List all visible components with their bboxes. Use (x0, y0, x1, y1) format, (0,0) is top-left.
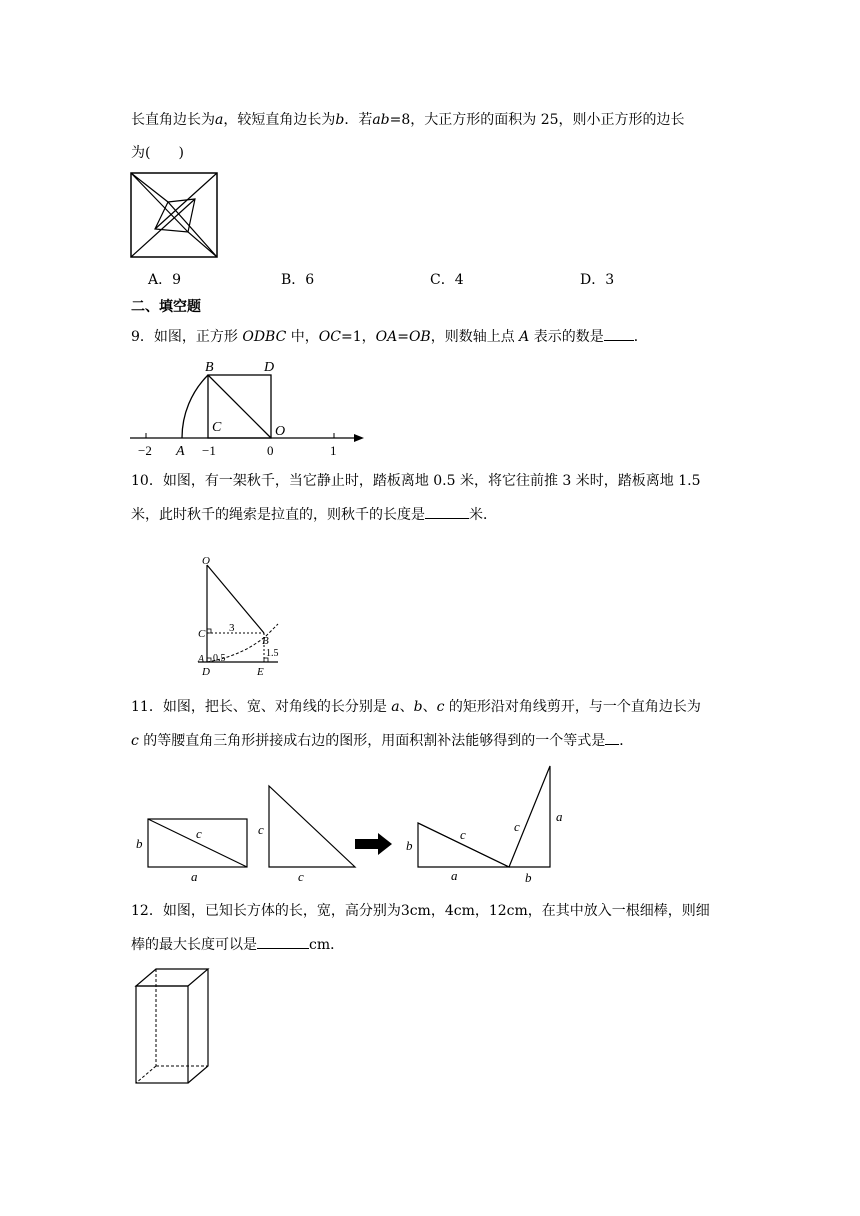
q12-figure (134, 967, 209, 1087)
q9-tick-0: 0 (267, 443, 274, 458)
q10-label-d: D (202, 666, 210, 678)
q11-rect-label-c: c (196, 826, 202, 841)
q11-comb-label-c1: c (460, 827, 466, 842)
q8-option-c: C．4 (430, 272, 464, 288)
q8-option-a: A．9 (148, 272, 182, 288)
q11-tri-label-c-left: c (258, 822, 264, 837)
q11-figure (130, 760, 580, 885)
q8-option-b: B．6 (281, 272, 315, 288)
q11-line1: 11．如图，把长、宽、对角线的长分别是 a、b、c 的矩形沿对角线剪开，与一个直角边长为 (131, 699, 701, 715)
q9-label-o: O (275, 424, 286, 439)
q11-comb-label-b2: b (525, 870, 532, 885)
q10-figure (196, 552, 291, 680)
q11-comb-label-a2: a (556, 809, 563, 824)
q10-label-b: B (262, 635, 269, 647)
q11-tri-label-c-bottom: c (298, 869, 304, 884)
q9-figure (128, 355, 368, 460)
q11-rect-label-b: b (136, 836, 143, 851)
section-title: 二、填空题 (131, 299, 201, 315)
q8-option-d: D．3 (580, 272, 615, 288)
q8-line2: 为( ) (131, 145, 184, 161)
q10-line2: 米，此时秋千的绳索是拉直的，则秋千的长度是 米． (131, 504, 497, 525)
q10-label-05: 0.5 (213, 653, 226, 664)
q12-line2: 棒的最大长度可以是 cm． (131, 934, 344, 955)
q9-tick-m1: −1 (202, 443, 216, 458)
q9-label-c: C (212, 420, 222, 435)
q10-label-c: C (198, 628, 206, 640)
q8-line1: 长直角边长为a，较短直角边长为b．若ab=8，大正方形的面积为 25，则小正方形的边长 (131, 112, 685, 128)
q11-line2: c 的等腰直角三角形拼接成右边的图形，用面积割补法能够得到的一个等式是 ． (131, 730, 633, 751)
q12-line1: 12．如图，已知长方体的长，宽，高分别为3cm，4cm，12cm，在其中放入一根细棒，则细 (131, 903, 710, 919)
q9-label-b: B (205, 360, 214, 375)
q10-label-o: O (202, 555, 210, 567)
q11-comb-label-a1: a (451, 868, 458, 883)
q9-label-a: A (176, 444, 185, 459)
q10-line1: 10．如图，有一架秋千，当它静止时，踏板离地 0.5 米，将它往前推 3 米时，踏板离地 1.5 (131, 473, 701, 489)
q9-label-d: D (264, 360, 275, 375)
q11-comb-label-b: b (406, 838, 413, 853)
q9-tick-1: 1 (330, 443, 337, 458)
q10-label-15: 1.5 (266, 648, 279, 659)
q8-figure (130, 172, 220, 260)
q10-label-e: E (257, 666, 264, 678)
q10-label-3: 3 (229, 622, 235, 634)
q11-rect-label-a: a (191, 869, 198, 884)
q9-text: 9．如图，正方形 ODBC 中，OC=1，OA=OB，则数轴上点 A 表示的数是 ． (131, 326, 648, 347)
q10-label-a: A (198, 654, 205, 665)
q11-comb-label-c2: c (514, 819, 520, 834)
arrow-icon (355, 833, 392, 855)
q9-tick-m2: −2 (138, 443, 152, 458)
